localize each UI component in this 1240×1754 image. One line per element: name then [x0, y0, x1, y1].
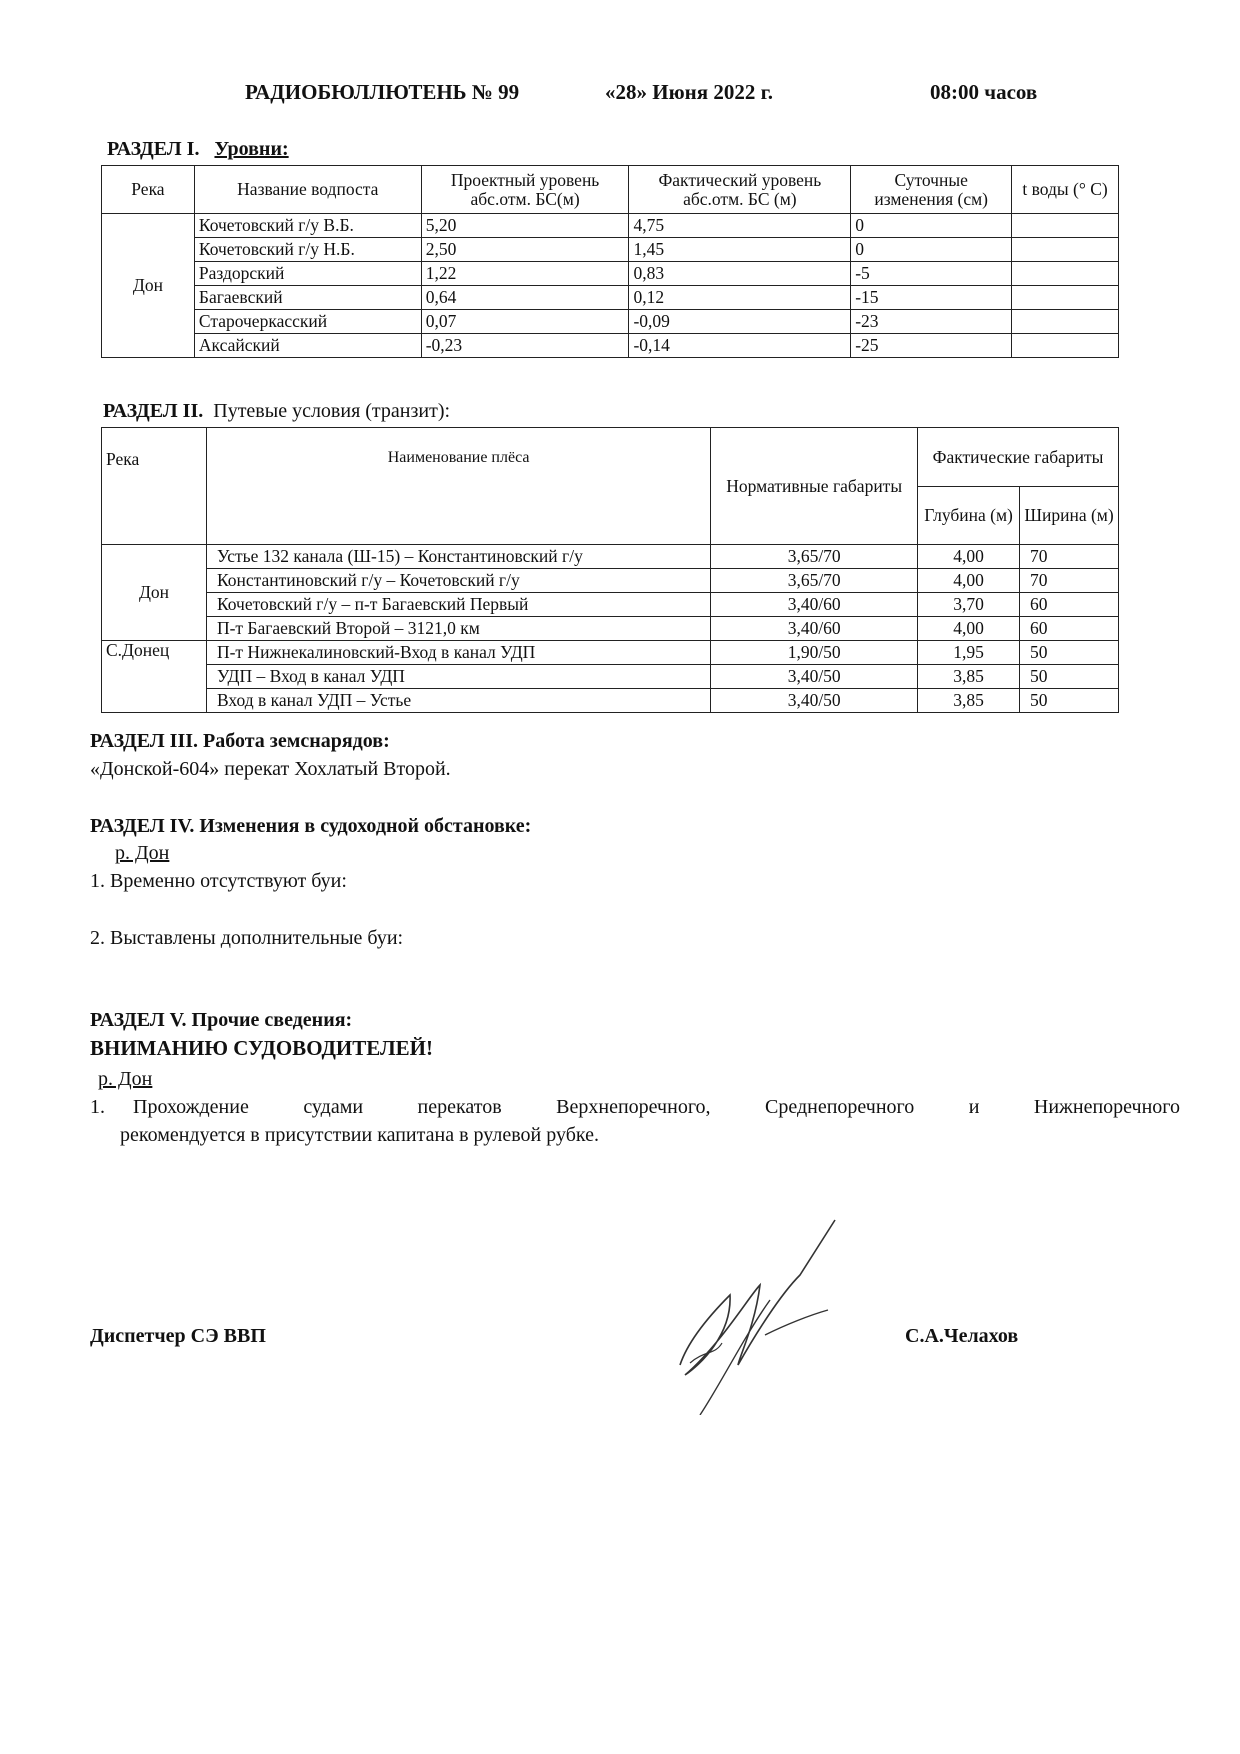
- normative-dims: 3,40/60: [711, 617, 918, 641]
- levels-table-header: [102, 166, 1119, 214]
- table-row: [102, 689, 1119, 713]
- reach-name: Устье 132 канала (Ш-15) – Константиновский г/у: [206, 545, 710, 569]
- actual-depth: 3,70: [918, 593, 1020, 617]
- normative-dims: 3,40/50: [711, 665, 918, 689]
- reach-name: Вход в канал УДП – Устье: [206, 689, 710, 713]
- actual-level: -0,14: [629, 334, 851, 358]
- actual-level: 1,45: [629, 238, 851, 262]
- water-temp: [1012, 310, 1119, 334]
- normative-dims: 3,65/70: [711, 569, 918, 593]
- item1-line2: рекомендуется в присутствии капитана в рулевой рубке.: [120, 1124, 599, 1146]
- col-reach-name: Наименование плёса: [206, 428, 710, 545]
- actual-width: 50: [1020, 689, 1119, 713]
- water-temp: [1012, 334, 1119, 358]
- col-normative: Нормативные габариты: [711, 428, 918, 545]
- section2-title: Путевые условия (транзит):: [213, 400, 451, 422]
- design-level: 2,50: [421, 238, 629, 262]
- bulletin-title: РАДИОБЮЛЛЮТЕНЬ № 99: [245, 80, 520, 104]
- section2-heading: [103, 400, 450, 423]
- transit-table: [101, 427, 1119, 713]
- col-width: Ширина (м): [1020, 487, 1119, 545]
- river-cell: С.Донец: [102, 641, 207, 713]
- post-name: Кочетовский г/у В.Б.: [194, 214, 421, 238]
- bulletin-time: 08:00 часов: [930, 80, 1038, 104]
- design-level: 5,20: [421, 214, 629, 238]
- dredger-info: «Донской-604» перекат Хохлатый Второй.: [90, 758, 451, 780]
- actual-level: 4,75: [629, 214, 851, 238]
- design-level: 0,64: [421, 286, 629, 310]
- daily-change: -15: [851, 286, 1012, 310]
- col-design-level: Проектный уровень абс.отм. БС(м): [421, 166, 629, 214]
- design-level: -0,23: [421, 334, 629, 358]
- actual-width: 70: [1020, 569, 1119, 593]
- table-row: [102, 641, 1119, 665]
- post-name: Аксайский: [194, 334, 421, 358]
- design-level: 0,07: [421, 310, 629, 334]
- missing-buoys-item: 1. Временно отсутствуют буи:: [90, 870, 347, 892]
- col-actual-level: Фактический уровень абс.отм. БС (м): [629, 166, 851, 214]
- actual-width: 70: [1020, 545, 1119, 569]
- reach-name: П-т Нижнекалиновский-Вход в канал УДП: [206, 641, 710, 665]
- reach-name: Кочетовский г/у – п-т Багаевский Первый: [206, 593, 710, 617]
- col-actual-dimensions: Фактические габариты: [918, 428, 1119, 487]
- water-temp: [1012, 214, 1119, 238]
- section2-number: РАЗДЕЛ II.: [103, 400, 204, 422]
- table-row: [102, 214, 1119, 238]
- col-depth: Глубина (м): [918, 487, 1020, 545]
- table-row: [102, 569, 1119, 593]
- actual-depth: 3,85: [918, 689, 1020, 713]
- actual-depth: 1,95: [918, 641, 1020, 665]
- document-header: [0, 80, 1240, 108]
- section1-title: Уровни:: [214, 138, 289, 160]
- actual-depth: 4,00: [918, 545, 1020, 569]
- actual-width: 60: [1020, 593, 1119, 617]
- design-level: 1,22: [421, 262, 629, 286]
- actual-level: 0,83: [629, 262, 851, 286]
- section1-heading: [107, 138, 289, 161]
- col-water-temp: t воды (° С): [1012, 166, 1119, 214]
- actual-level: -0,09: [629, 310, 851, 334]
- added-buoys-item: 2. Выставлены дополнительные буи:: [90, 927, 404, 949]
- signature-image: [660, 1215, 870, 1415]
- post-name: Раздорский: [194, 262, 421, 286]
- normative-dims: 3,65/70: [711, 545, 918, 569]
- section4-river: р. Дон: [115, 842, 170, 864]
- section5-river: р. Дон: [98, 1068, 153, 1090]
- item1-number: 1.: [90, 1096, 105, 1118]
- reach-name: П-т Багаевский Второй – 3121,0 км: [206, 617, 710, 641]
- bulletin-date: «28» Июня 2022 г.: [605, 80, 774, 104]
- table-row: [102, 262, 1119, 286]
- table-row: [102, 238, 1119, 262]
- actual-depth: 3,85: [918, 665, 1020, 689]
- table-row: [102, 593, 1119, 617]
- post-name: Багаевский: [194, 286, 421, 310]
- post-name: Старочеркасский: [194, 310, 421, 334]
- section5-heading: РАЗДЕЛ V. Прочие сведения:: [90, 1009, 353, 1031]
- table-row: [102, 334, 1119, 358]
- daily-change: 0: [851, 214, 1012, 238]
- col-post-name: Название водпоста: [194, 166, 421, 214]
- daily-change: -25: [851, 334, 1012, 358]
- transit-table-header: [102, 428, 1119, 487]
- post-name: Кочетовский г/у Н.Б.: [194, 238, 421, 262]
- actual-width: 60: [1020, 617, 1119, 641]
- dispatcher-title: Диспетчер СЭ ВВП: [90, 1325, 266, 1347]
- col-daily-change: Суточные изменения (см): [851, 166, 1012, 214]
- normative-dims: 1,90/50: [711, 641, 918, 665]
- section4-heading: РАЗДЕЛ IV. Изменения в судоходной обстановке:: [90, 815, 532, 837]
- levels-table: [101, 165, 1119, 358]
- table-row: [102, 665, 1119, 689]
- normative-dims: 3,40/50: [711, 689, 918, 713]
- section1-number: РАЗДЕЛ I.: [107, 138, 200, 160]
- actual-depth: 4,00: [918, 569, 1020, 593]
- reach-name: УДП – Вход в канал УДП: [206, 665, 710, 689]
- river-cell: Дон: [102, 545, 207, 641]
- section3-heading: РАЗДЕЛ III. Работа земснарядов:: [90, 730, 390, 752]
- daily-change: 0: [851, 238, 1012, 262]
- water-temp: [1012, 238, 1119, 262]
- item1-line1: Прохождение судами перекатов Верхнепоречного, Среднепоречного и Нижнепоречного: [133, 1096, 1180, 1118]
- col-river: Река: [102, 428, 207, 545]
- normative-dims: 3,40/60: [711, 593, 918, 617]
- river-cell: Дон: [102, 214, 195, 358]
- actual-width: 50: [1020, 641, 1119, 665]
- attention-notice: ВНИМАНИЮ СУДОВОДИТЕЛЕЙ!: [90, 1036, 433, 1060]
- actual-depth: 4,00: [918, 617, 1020, 641]
- daily-change: -23: [851, 310, 1012, 334]
- table-row: [102, 617, 1119, 641]
- water-temp: [1012, 286, 1119, 310]
- actual-width: 50: [1020, 665, 1119, 689]
- table-row: [102, 310, 1119, 334]
- actual-level: 0,12: [629, 286, 851, 310]
- reach-name: Константиновский г/у – Кочетовский г/у: [206, 569, 710, 593]
- col-river: Река: [102, 166, 195, 214]
- table-row: [102, 545, 1119, 569]
- table-row: [102, 286, 1119, 310]
- water-temp: [1012, 262, 1119, 286]
- daily-change: -5: [851, 262, 1012, 286]
- signatory-name: С.А.Челахов: [905, 1325, 1019, 1347]
